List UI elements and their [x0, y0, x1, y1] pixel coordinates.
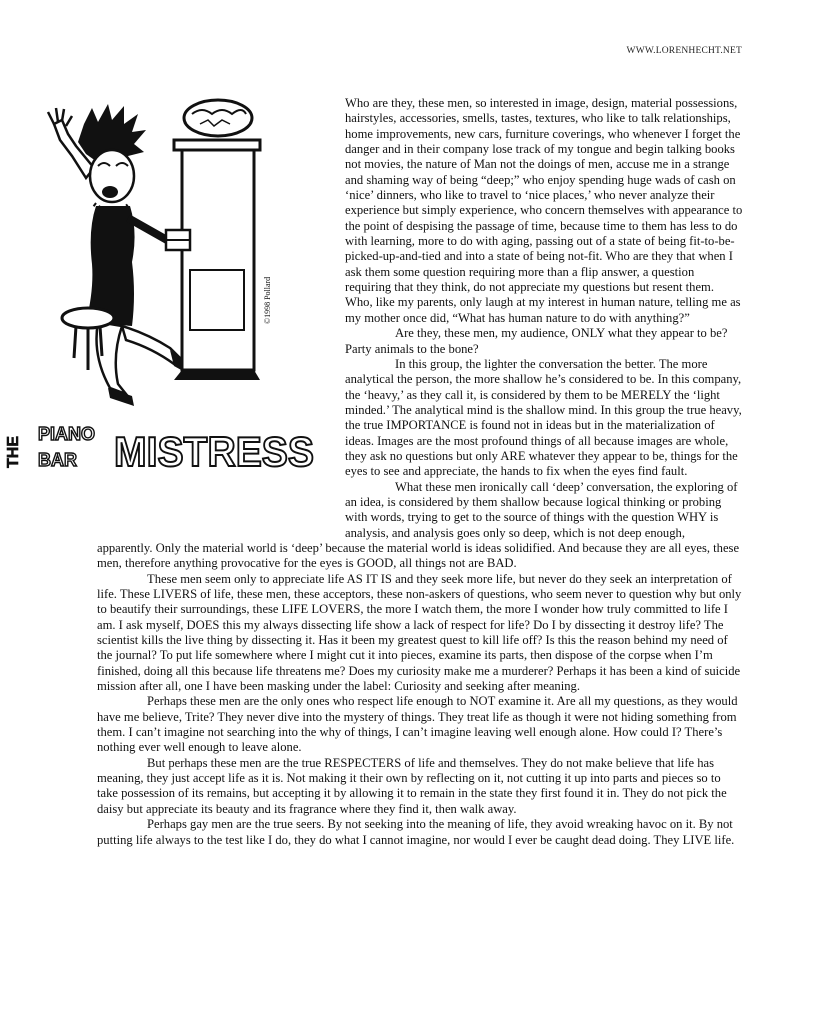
artist-signature: ©1998 Pollard	[263, 276, 272, 324]
paragraph-5: These men seem only to appreciate life AS IT IS and they seek more life, but never do they seek an interpretation of life. These LIVERS of life, these men, these acceptors, these non-askers of questions, who seem never to question why but only to beautify their surroundings, these LIFE LOVERS, the more I watch them, the more I wonder how truly committed to life I am. I ask myself, DOES this my always dissecting life show a lack of respect for life? Do I by dissecting it destroy life? The scientist kills the live thing by dissecting it. Has it been my greatest quest to kill life off? Is this the reason behind my need of the journal? To put life somewhere where I might cut it into pieces, examine its parts, then dispose of the corpse when I’m finished, doing all this because life threatens me? Does my curiosity make me a murderer? Perhaps it has been a kind of suicide mission after all, one I have been masking under the label: Curiosity and seeking after meaning.	[97, 571, 742, 694]
site-url: WWW.LORENHECHT.NET	[626, 46, 742, 56]
paragraph-7: But perhaps these men are the true RESPECTERS of life and themselves. They do not make believe that life has meaning, they just accept life as it is. Not making it their own by reflecting on it, not cutting it up into parts and pieces so to take possession of its remains, but accepting it by allowing it to remain in the state they first found it in. They do not pick the daisy but appreciate its beauty and its fragrance where they find it, then walk away.	[97, 755, 727, 816]
essay-body	[97, 96, 743, 848]
paragraph-1: Who are they, these men, so interested in image, design, material possessions, hairstyles, accessories, smells, tastes, textures, who like to talk relationships, home improvements, new cars, furniture coverings, who whenever I forget the danger and in their company lose track of my tongue and begin talking books not movies, the nature of Man not the doings of men, accuse me in a strange and shaming way of being “deep;” who enjoy spending huge wads of cash on ‘nice’ dinners, who like to travel to ‘nice places,’ who never analyze their experience but simply experience, who concern themselves with appearance to the point of despising the passage of time, because time to them has less to do with learning, more to do with aging, passing out of a state of being fit-to-be-picked-up-and-tied and into a state of being not-fit. Who are they that when I ask them some question requiring more than a flip answer, a question requiring that they think, do not appreciate my questions but resent them. Who, like my parents, only laugh at my interest in human nature, telling me as my mother once did, “What has human nature to do with anything?”	[345, 96, 743, 325]
paragraph-3: In this group, the lighter the conversation the better. The more analytical the person, the more shallow he’s considered to be. In this company, the ‘heavy,’ as they call it, is considered by them to be MERELY the ‘light minded.’ The analytical mind is the shallow mind. In this group the true heavy, the true IMPORTANCE is found not in ideas but in the materialization of ideas. Images are the most profound things of all because images are whole, they ask no questions but only ARE whatever they appear to be, things for the eyes to see and appreciate, the hands to fix when the eyes find fault.	[345, 356, 742, 479]
illustration-float-space	[97, 96, 345, 527]
paragraph-8: Perhaps gay men are the true seers. By not seeking into the meaning of life, they avoid wreaking havoc on it. By not putting life always to the test like I do, they do what I cannot imagine, nor would I ever be caught dead doing. They LIVE life.	[97, 817, 735, 847]
svg-text:MISTRESS: MISTRESS	[114, 428, 314, 475]
paragraph-4: What these men ironically call ‘deep’ conversation, the exploring of an idea, is considered by them shallow because logical thinking or probing with words, trying to get to the source of things with the question WHY is analysis, and analysis goes only so deep, which is not deep enough, apparently. Only the material world is ‘deep’ because the material world is ideas solidified. And because they are all eyes, these men, therefore anything provocative for the eyes is GOOD, all things not are BAD.	[97, 479, 740, 571]
svg-text:PIANO: PIANO	[38, 424, 96, 444]
svg-text:BAR: BAR	[38, 450, 77, 470]
paragraph-6: Perhaps these men are the only ones who respect life enough to NOT examine it. Are all my questions, as they would have me believe, Trite? They never dive into the mystery of things. They treat life as though it were not hiding something from them. I can’t imagine not searching into the why of things, I can’t imagine leaving well enough alone. How could I? There’s nothing ever well enough to leave alone.	[97, 694, 738, 755]
paragraph-2: Are they, these men, my audience, ONLY what they appear to be? Party animals to the bone?	[345, 326, 728, 356]
svg-text:THE: THE	[5, 436, 22, 468]
